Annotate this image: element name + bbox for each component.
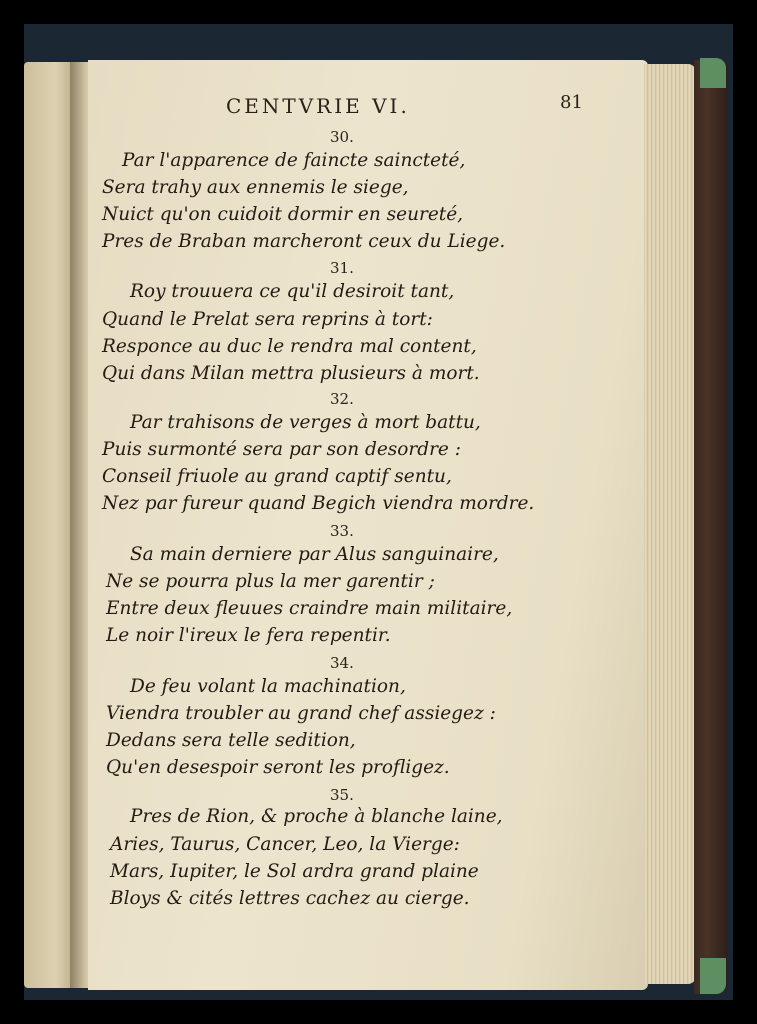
page-number: 81 (560, 92, 583, 113)
verse-line: Nez par fureur quand Begich viendra mordre. (102, 493, 535, 514)
verse-line: De feu volant la machination, (130, 676, 406, 697)
left-page-edge (24, 62, 76, 988)
quatrain-number: 35. (330, 786, 354, 804)
verse-line: Pres de Braban marcheront ceux du Liege. (102, 231, 506, 252)
verse-line: Sa main derniere par Alus sanguinaire, (130, 544, 499, 565)
verse-line: Quand le Prelat sera reprins à tort: (102, 309, 433, 330)
verse-line: Roy trouuera ce qu'il desiroit tant, (130, 281, 455, 302)
verse-line: Ne se pourra plus la mer garentir ; (106, 571, 435, 592)
quatrain-number: 32. (330, 390, 354, 408)
verse-line: Par l'apparence de faincte saincteté, (122, 150, 466, 171)
verse-line: Nuict qu'on cuidoit dormir en seureté, (102, 204, 464, 225)
book-cover (694, 60, 728, 994)
quatrain-number: 30. (330, 128, 354, 146)
verse-line: Bloys & cités lettres cachez au cierge. (110, 888, 470, 909)
verse-line: Sera trahy aux ennemis le siege, (102, 177, 409, 198)
verse-line: Responce au duc le rendra mal content, (102, 336, 477, 357)
quatrain-number: 31. (330, 259, 354, 277)
verse-line: Le noir l'ireux le fera repentir. (106, 625, 391, 646)
quatrain-number: 33. (330, 522, 354, 540)
quatrain-number: 34. (330, 654, 354, 672)
verse-line: Pres de Rion, & proche à blanche laine, (130, 806, 503, 827)
verse-line: Mars, Iupiter, le Sol ardra grand plaine (110, 861, 479, 882)
verse-line: Par trahisons de verges à mort battu, (130, 412, 481, 433)
verse-line: Qui dans Milan mettra plusieurs à mort. (102, 363, 480, 384)
page-fore-edge (644, 64, 696, 984)
verse-line: Qu'en desespoir seront les profligez. (106, 757, 450, 778)
cover-corner-top (700, 58, 726, 88)
verse-line: Puis surmonté sera par son desordre : (102, 439, 461, 460)
verse-line: Conseil friuole au grand captif sentu, (102, 466, 452, 487)
verse-line: Viendra troubler au grand chef assiegez : (106, 703, 496, 724)
verse-line: Entre deux fleuues craindre main militaire, (106, 598, 513, 619)
running-head: CENTVRIE VI. (226, 94, 410, 118)
verse-line: Aries, Taurus, Cancer, Leo, la Vierge: (110, 834, 460, 855)
verse-line: Dedans sera telle sedition, (106, 730, 356, 751)
cover-corner-bottom (700, 958, 726, 994)
